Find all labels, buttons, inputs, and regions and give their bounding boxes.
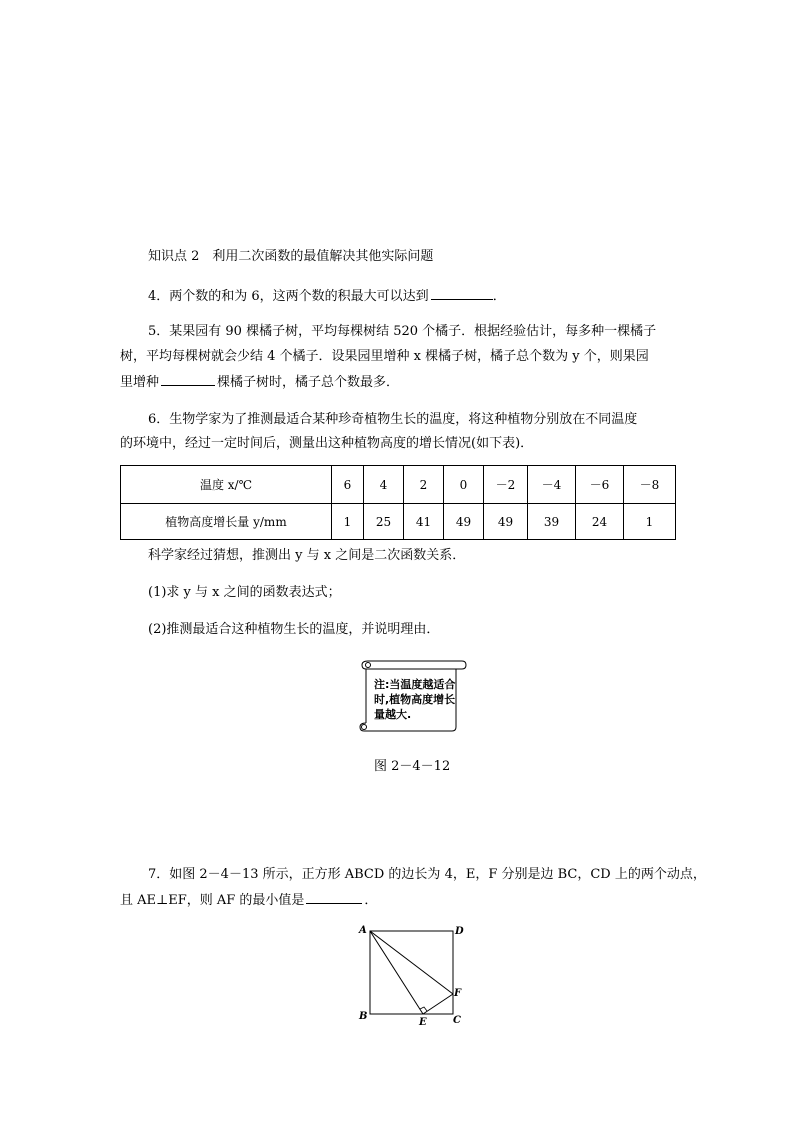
question-7-line-2b: ． — [364, 893, 378, 908]
table-cell: 2 — [404, 466, 444, 504]
table-cell: 24 — [576, 504, 624, 540]
table-cell: 1 — [624, 504, 676, 540]
square-diagram — [355, 925, 467, 1029]
question-7-line-2 — [120, 891, 377, 909]
answer-blank-4[interactable] — [431, 287, 493, 300]
table-cell: 41 — [404, 504, 444, 540]
table-cell: 4 — [364, 466, 404, 504]
question-4-end: ． — [492, 289, 506, 304]
question-6-line-2: 的环境中，经过一定时间后，测量出这种植物高度的增长情况(如下表)． — [120, 436, 534, 451]
scroll-note-text: 注:当温度越适合时,植物高度增长量越大. — [374, 678, 456, 721]
table-cell: 25 — [364, 504, 404, 540]
question-4-text: 4．两个数的和为 6，这两个数的积最大可以达到 — [148, 289, 429, 304]
point-label-b: B — [359, 1011, 368, 1022]
question-6-line-1: 6．生物学家为了推测最适合某种珍奇植物生长的温度，将这种植物分别放在不同温度 — [148, 412, 638, 427]
answer-blank-7[interactable] — [306, 891, 362, 904]
table-cell: 6 — [332, 466, 364, 504]
section-title: 知识点 2 利用二次函数的最值解决其他实际问题 — [148, 249, 434, 264]
question-5-line-3b: 棵橘子树时，橘子总个数最多． — [217, 375, 400, 390]
table-cell: 49 — [484, 504, 528, 540]
answer-blank-5[interactable] — [161, 373, 215, 386]
question-5-line-2: 树，平均每棵树就会少结 4 个橘子．设果园里增种 x 棵橘子树，橘子总个数为 y 个，则果园 — [120, 349, 649, 364]
table-cell: －4 — [528, 466, 576, 504]
table-row-temperature — [121, 466, 676, 504]
point-label-d: D — [455, 926, 464, 937]
table-cell: 39 — [528, 504, 576, 540]
table-header-growth: 植物高度增长量 y/mm — [121, 504, 332, 540]
point-label-e: E — [419, 1017, 427, 1028]
question-5-line-3 — [120, 373, 399, 391]
point-label-c: C — [453, 1015, 461, 1026]
table-cell: 49 — [444, 504, 484, 540]
question-7-line-2a: 且 AE⊥EF，则 AF 的最小值是 — [120, 893, 305, 908]
question-4 — [148, 287, 506, 305]
question-5-line-1: 5．某果园有 90 棵橘子树，平均每棵树结 520 个橘子．根据经验估计，每多种一棵橘子 — [148, 324, 657, 339]
table-header-temperature: 温度 x/℃ — [121, 466, 332, 504]
table-row-growth — [121, 504, 676, 540]
question-6-after-table: 科学家经过猜想，推测出 y 与 x 之间是二次函数关系． — [148, 548, 466, 563]
square-abcd-figure — [355, 925, 467, 1029]
question-5-line-3a: 里增种 — [120, 375, 160, 390]
table-cell: －2 — [484, 466, 528, 504]
question-6-sub-1: (1)求 y 与 x 之间的函数表达式； — [148, 585, 341, 600]
point-label-a: A — [359, 925, 367, 936]
question-7-line-1: 7．如图 2－4－13 所示，正方形 ABCD 的边长为 4，E，F 分别是边 BC，CD 上的两个动点， — [148, 867, 706, 882]
temperature-growth-table — [120, 465, 676, 540]
table-cell: 0 — [444, 466, 484, 504]
table-cell: －6 — [576, 466, 624, 504]
table-cell: －8 — [624, 466, 676, 504]
scroll-note-figure — [356, 657, 468, 733]
figure-caption-2-4-12: 图 2－4－12 — [374, 759, 451, 774]
question-6-sub-2: (2)推测最适合这种植物生长的温度，并说明理由． — [148, 622, 440, 637]
point-label-f: F — [454, 988, 462, 999]
table-cell: 1 — [332, 504, 364, 540]
